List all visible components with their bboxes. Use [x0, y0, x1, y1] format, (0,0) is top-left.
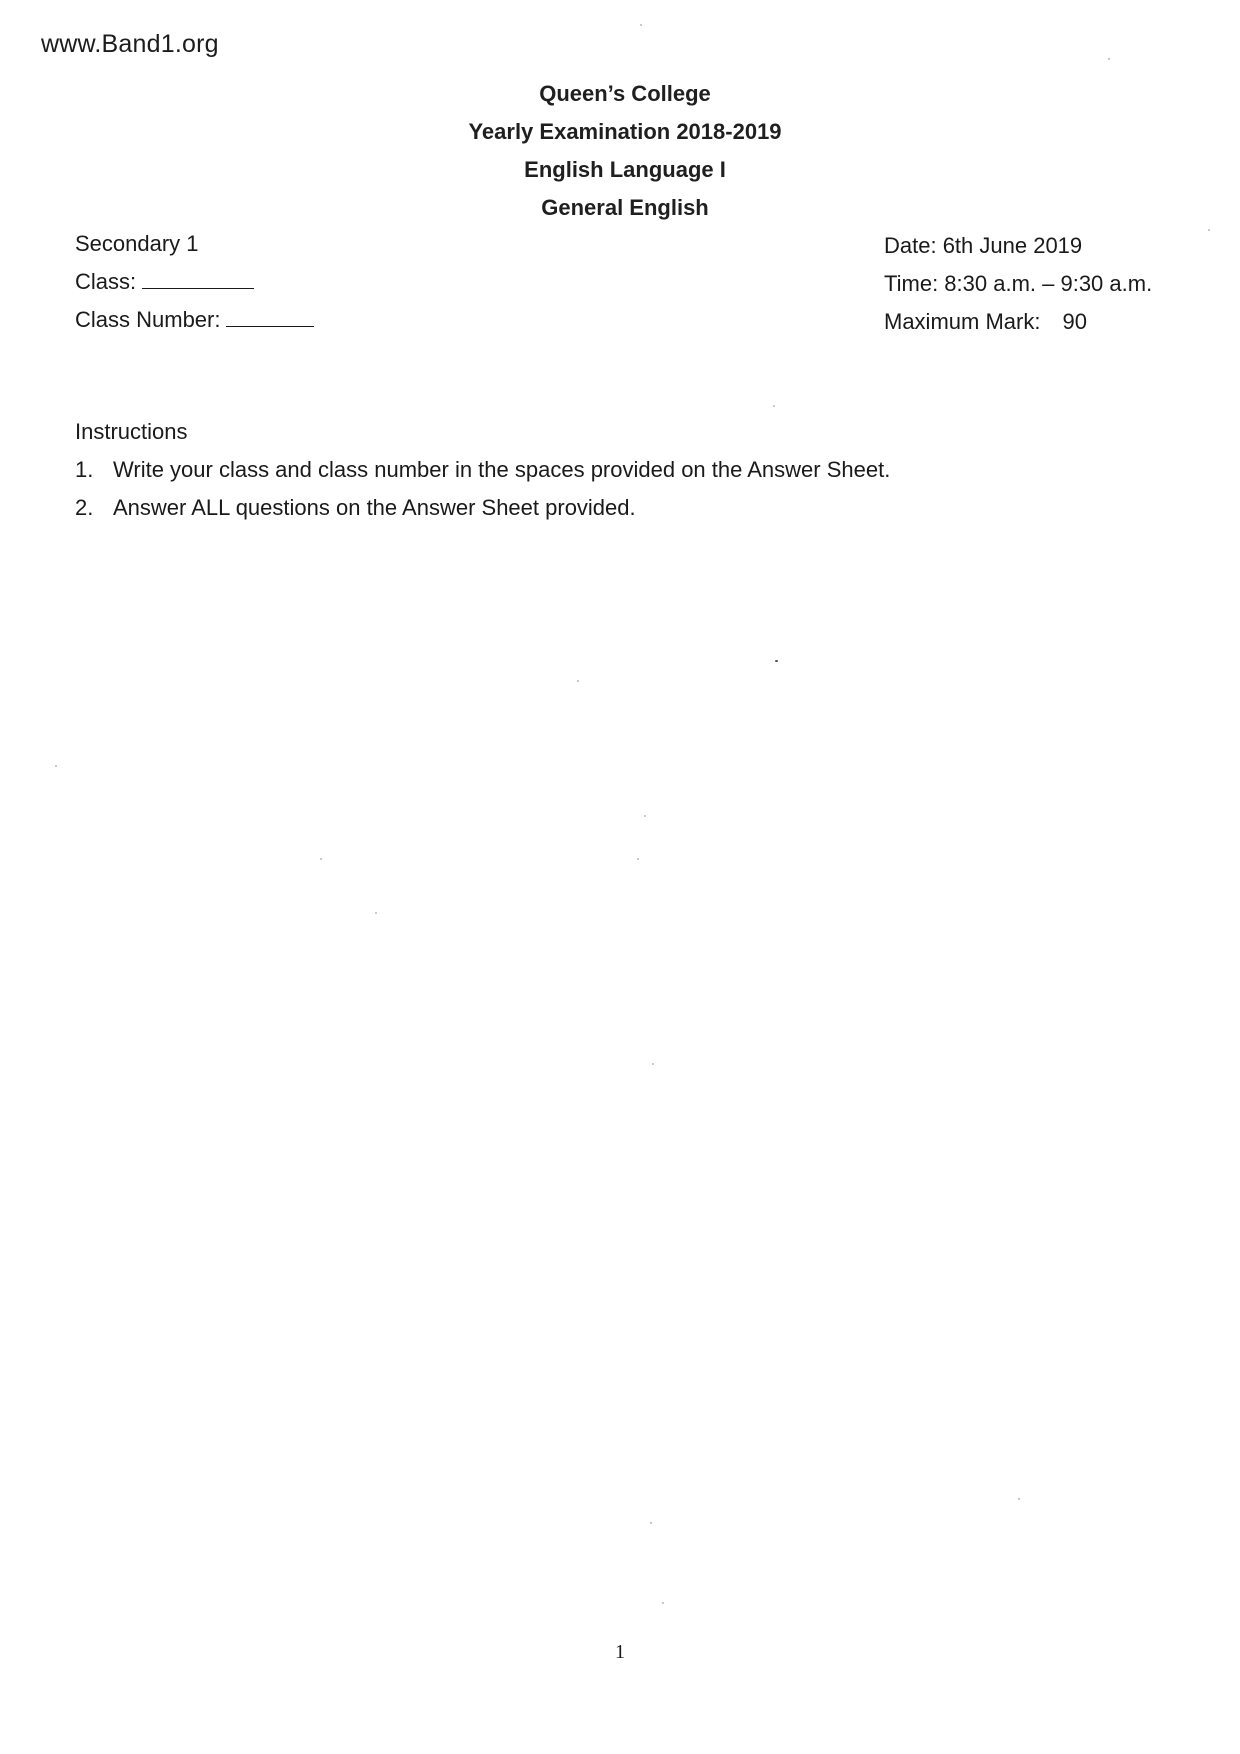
scan-speck: [775, 660, 778, 662]
exam-time: Time: 8:30 a.m. – 9:30 a.m.: [884, 271, 1153, 296]
maximum-mark: [884, 303, 1152, 341]
instruction-item: [75, 489, 890, 527]
instruction-number: 2.: [75, 495, 94, 520]
class-label: Class:: [75, 269, 137, 294]
instruction-text: Write your class and class number in the spaces provided on the Answer Sheet.: [113, 457, 891, 482]
instruction-number: 1.: [75, 457, 94, 482]
class-blank-line: [142, 266, 254, 289]
scan-speck: [650, 1522, 652, 1524]
watermark-url: www.Band1.org: [41, 30, 219, 58]
class-number-label: Class Number:: [75, 307, 221, 332]
class-number-blank-line: [226, 304, 314, 327]
paper-title: General English: [541, 195, 709, 220]
scan-speck: [773, 405, 775, 407]
scan-speck: [375, 912, 377, 914]
exam-title: Yearly Examination 2018-2019: [468, 119, 782, 144]
instructions-list: [75, 451, 890, 527]
class-field: [75, 263, 314, 301]
scan-speck: [644, 815, 646, 817]
subject-title: English Language I: [524, 157, 726, 182]
scan-speck: [1208, 229, 1210, 231]
instruction-text: Answer ALL questions on the Answer Sheet provided.: [113, 495, 636, 520]
scan-speck: [577, 680, 579, 682]
scan-speck: [637, 858, 639, 860]
maximum-mark-label: Maximum Mark:: [884, 309, 1041, 334]
scan-speck: [662, 1602, 664, 1604]
page-number: 1: [615, 1641, 625, 1663]
scan-speck: [640, 24, 642, 26]
student-info: [75, 225, 314, 339]
exam-date: Date: 6th June 2019: [884, 233, 1083, 258]
scan-speck: [652, 1063, 654, 1065]
level-label: Secondary 1: [75, 231, 199, 256]
maximum-mark-value: 90: [1062, 309, 1087, 334]
school-name: Queen’s College: [539, 81, 711, 106]
class-number-field: [75, 301, 314, 339]
scan-speck: [1018, 1498, 1020, 1500]
exam-header: [0, 75, 1240, 227]
scan-speck: [55, 765, 57, 767]
instructions-heading: Instructions: [75, 419, 188, 444]
instructions-section: [75, 413, 890, 527]
scan-speck: [1108, 58, 1110, 60]
instruction-item: [75, 451, 890, 489]
scan-speck: [320, 858, 322, 860]
exam-info: [884, 227, 1152, 341]
